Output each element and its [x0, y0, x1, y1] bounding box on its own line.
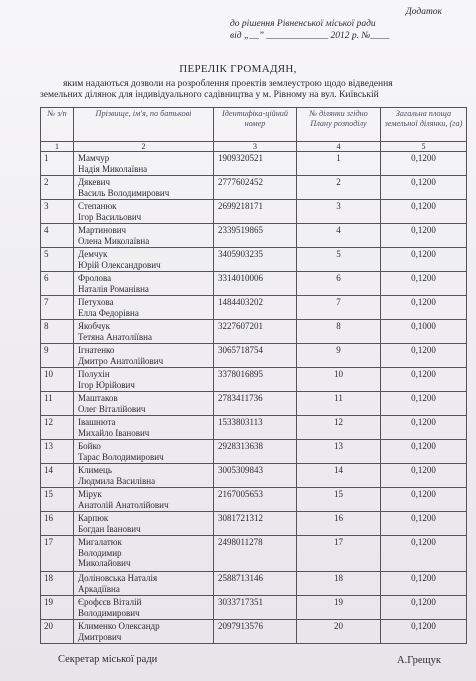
cell-full-name-text: Ігнатенко [78, 345, 115, 355]
cell-full-name [74, 416, 214, 440]
cell-area [381, 416, 467, 440]
subtitle-line-1: яким надаються дозволи на розроблення проектів землеустрою щодо відведення [63, 78, 393, 89]
cell-full-name-text: Елла Федорівна [78, 307, 139, 318]
cell-full-name-text: Полухін [78, 369, 110, 379]
cell-row-number-text: 20 [44, 621, 53, 631]
cell-area [381, 572, 467, 596]
cell-plot-number [297, 152, 381, 176]
cell-row-number [41, 296, 74, 320]
cell-full-name-text: Івашнюта [78, 417, 116, 427]
col-number: 3 [214, 142, 297, 152]
cell-full-name-text: Юрій Олександрович [78, 259, 161, 270]
cell-id-number [214, 176, 297, 200]
table-row [41, 464, 467, 488]
cell-id-number [214, 392, 297, 416]
cell-row-number-text: 2 [44, 177, 49, 187]
cell-row-number [41, 596, 74, 620]
cell-full-name-text: Петухова [78, 297, 114, 307]
cell-id-number-text: 1909320521 [218, 153, 263, 163]
cell-plot-number-text: 17 [334, 537, 343, 547]
cell-area-text: 0,1200 [411, 153, 436, 163]
cell-full-name [74, 464, 214, 488]
cell-full-name-text: Надія Миколаївна [78, 163, 148, 174]
cell-plot-number [297, 320, 381, 344]
cell-area-text: 0,1200 [411, 225, 436, 235]
cell-row-number [41, 464, 74, 488]
cell-plot-number [297, 176, 381, 200]
cell-plot-number-text: 14 [334, 465, 343, 475]
cell-area-text: 0,1200 [411, 345, 436, 355]
annex-header [222, 6, 442, 42]
cell-id-number-text: 2339519865 [218, 225, 263, 235]
cell-id-number-text: 1533803113 [218, 417, 263, 427]
cell-row-number-text: 4 [44, 225, 49, 235]
cell-row-number [41, 152, 74, 176]
cell-row-number [41, 344, 74, 368]
cell-row-number-text: 13 [44, 441, 53, 451]
cell-full-name-text: Клименко Олександр [78, 621, 160, 631]
col-number: 2 [74, 142, 214, 152]
table-row [41, 572, 467, 596]
cell-id-number [214, 596, 297, 620]
cell-row-number-text: 17 [44, 537, 53, 547]
cell-area [381, 536, 467, 572]
cell-full-name-text: Тетяна Анатоліївна [78, 331, 152, 342]
cell-full-name [74, 512, 214, 536]
cell-plot-number-text: 3 [336, 201, 341, 211]
cell-area-text: 0,1200 [411, 393, 436, 403]
cell-area [381, 272, 467, 296]
cell-full-name [74, 176, 214, 200]
cell-row-number-text: 14 [44, 465, 53, 475]
header-plot: № ділянки згідно Плану розподілу [297, 108, 381, 142]
cell-plot-number-text: 8 [336, 321, 341, 331]
cell-row-number-text: 18 [44, 573, 53, 583]
cell-area-text: 0,1200 [411, 417, 436, 427]
cell-full-name-text: Володимирович [78, 607, 140, 618]
cell-full-name-text: Наталія Романівна [78, 283, 149, 294]
table-row [41, 392, 467, 416]
subtitle-line-2: земельних ділянок для індивідуального садівництва у м. Рівному на вул. Київській [40, 89, 379, 100]
cell-plot-number [297, 368, 381, 392]
cell-id-number [214, 488, 297, 512]
cell-area [381, 200, 467, 224]
cell-id-number [214, 344, 297, 368]
cell-full-name-text: Тарас Володимирович [78, 451, 164, 462]
cell-plot-number-text: 13 [334, 441, 343, 451]
table-row [41, 152, 467, 176]
cell-row-number-text: 3 [44, 201, 49, 211]
cell-plot-number [297, 536, 381, 572]
cell-area-text: 0,1200 [411, 573, 436, 583]
cell-id-number [214, 440, 297, 464]
cell-plot-number [297, 620, 381, 644]
table-row [41, 416, 467, 440]
cell-id-number [214, 464, 297, 488]
cell-row-number-text: 1 [44, 153, 49, 163]
cell-full-name [74, 392, 214, 416]
cell-id-number-text: 2167005653 [218, 489, 263, 499]
cell-area-text: 0,1200 [411, 489, 436, 499]
cell-id-number [214, 224, 297, 248]
cell-full-name-text: Маштаков [78, 393, 118, 403]
cell-area-text: 0,1200 [411, 513, 436, 523]
cell-plot-number [297, 224, 381, 248]
cell-area-text: 0,1000 [411, 321, 436, 331]
cell-full-name-text: Степанюк [78, 201, 117, 211]
cell-full-name-text: Аркадіївна [78, 583, 120, 594]
cell-full-name [74, 272, 214, 296]
cell-row-number-text: 12 [44, 417, 53, 427]
cell-full-name-text: Демчук [78, 249, 108, 259]
cell-full-name [74, 440, 214, 464]
cell-area [381, 248, 467, 272]
cell-row-number [41, 176, 74, 200]
cell-full-name [74, 248, 214, 272]
cell-row-number [41, 200, 74, 224]
cell-area-text: 0,1200 [411, 297, 436, 307]
col-number: 5 [381, 142, 467, 152]
cell-full-name-text: Анатолій Анатолійович [78, 499, 169, 510]
cell-plot-number-text: 11 [334, 393, 343, 403]
cell-row-number [41, 440, 74, 464]
cell-plot-number-text: 9 [336, 345, 341, 355]
cell-row-number [41, 224, 74, 248]
secretary-name: А.Грещук [397, 655, 441, 666]
cell-full-name [74, 620, 214, 644]
cell-id-number [214, 620, 297, 644]
cell-plot-number-text: 5 [336, 249, 341, 259]
table-row [41, 344, 467, 368]
cell-full-name-text: Олена Миколаївна [78, 235, 150, 246]
cell-plot-number [297, 464, 381, 488]
document-title: ПЕРЕЛІК ГРОМАДЯН, [179, 63, 297, 75]
cell-full-name-text: Олег Віталійович [78, 403, 146, 414]
cell-id-number [214, 416, 297, 440]
cell-full-name [74, 344, 214, 368]
col-number: 1 [41, 142, 74, 152]
cell-full-name [74, 536, 214, 572]
cell-full-name-text: Ігор Юрійович [78, 379, 135, 390]
cell-id-number [214, 512, 297, 536]
cell-row-number-text: 5 [44, 249, 49, 259]
cell-area-text: 0,1200 [411, 597, 436, 607]
cell-id-number-text: 2699218171 [218, 201, 263, 211]
cell-id-number-text: 2498011278 [218, 537, 263, 547]
cell-id-number [214, 368, 297, 392]
table-row [41, 320, 467, 344]
cell-area [381, 440, 467, 464]
cell-row-number [41, 512, 74, 536]
cell-area-text: 0,1200 [411, 249, 436, 259]
cell-row-number [41, 416, 74, 440]
cell-full-name-text: Бойко [78, 441, 101, 451]
document-subtitle [40, 78, 460, 100]
cell-area [381, 344, 467, 368]
secretary-label: Секретар міської ради [58, 654, 158, 665]
cell-plot-number-text: 18 [334, 573, 343, 583]
cell-id-number-text: 3405903235 [218, 249, 263, 259]
cell-area [381, 152, 467, 176]
table-row [41, 536, 467, 572]
cell-full-name [74, 320, 214, 344]
cell-plot-number [297, 392, 381, 416]
cell-row-number [41, 272, 74, 296]
cell-full-name [74, 152, 214, 176]
cell-plot-number-text: 6 [336, 273, 341, 283]
cell-full-name-text: Ігор Васильович [78, 211, 142, 222]
cell-id-number-text: 3065718754 [218, 345, 263, 355]
cell-full-name-text: Карпюк [78, 513, 109, 523]
cell-full-name-text: Володимир [78, 547, 122, 558]
cell-plot-number [297, 248, 381, 272]
cell-plot-number-text: 7 [336, 297, 341, 307]
cell-area [381, 320, 467, 344]
cell-plot-number [297, 344, 381, 368]
cell-plot-number-text: 2 [336, 177, 341, 187]
cell-plot-number [297, 488, 381, 512]
table-body [41, 152, 467, 644]
cell-full-name-text: Климець [78, 465, 112, 475]
cell-area-text: 0,1200 [411, 441, 436, 451]
cell-row-number-text: 6 [44, 273, 49, 283]
cell-full-name-text: Богдан Іванович [78, 523, 141, 534]
cell-full-name-text: Миколайович [78, 558, 131, 568]
cell-area [381, 620, 467, 644]
column-number-row [41, 142, 467, 152]
cell-full-name-text: Дякевич [78, 177, 111, 187]
cell-area-text: 0,1200 [411, 465, 436, 475]
cell-plot-number-text: 15 [334, 489, 343, 499]
table-row [41, 200, 467, 224]
cell-row-number [41, 620, 74, 644]
cell-plot-number-text: 12 [334, 417, 343, 427]
cell-row-number-text: 10 [44, 369, 53, 379]
cell-plot-number-text: 4 [336, 225, 341, 235]
cell-plot-number [297, 572, 381, 596]
cell-area [381, 368, 467, 392]
cell-area [381, 464, 467, 488]
cell-id-number-text: 2097913576 [218, 621, 263, 631]
cell-row-number-text: 7 [44, 297, 49, 307]
cell-row-number-text: 15 [44, 489, 53, 499]
cell-area [381, 176, 467, 200]
cell-id-number-text: 3081721312 [218, 513, 263, 523]
cell-full-name [74, 200, 214, 224]
cell-id-number [214, 200, 297, 224]
cell-area [381, 596, 467, 620]
cell-full-name-text: Мартинович [78, 225, 127, 235]
cell-area-text: 0,1200 [411, 201, 436, 211]
cell-id-number-text: 3033717351 [218, 597, 263, 607]
cell-plot-number [297, 416, 381, 440]
table-row [41, 368, 467, 392]
table-row [41, 224, 467, 248]
cell-full-name [74, 488, 214, 512]
cell-full-name-text: Мірук [78, 489, 102, 499]
cell-row-number [41, 248, 74, 272]
citizens-table [40, 107, 467, 644]
header-area: Загальна площа земельної ділянки, (га) [381, 108, 467, 142]
cell-plot-number-text: 16 [334, 513, 343, 523]
header-no: № з/п [41, 108, 74, 142]
cell-id-number-text: 3227607201 [218, 321, 263, 331]
table-row [41, 296, 467, 320]
cell-row-number-text: 19 [44, 597, 53, 607]
table-row [41, 440, 467, 464]
cell-id-number-text: 2777602452 [218, 177, 263, 187]
col-number: 4 [297, 142, 381, 152]
cell-plot-number [297, 440, 381, 464]
cell-area-text: 0,1200 [411, 369, 436, 379]
cell-full-name-text: Дмитрович [78, 631, 122, 642]
cell-row-number [41, 392, 74, 416]
table-row [41, 512, 467, 536]
cell-full-name-text: Людмила Василівна [78, 475, 156, 486]
cell-area-text: 0,1200 [411, 537, 436, 547]
cell-plot-number [297, 512, 381, 536]
cell-row-number-text: 9 [44, 345, 49, 355]
cell-row-number [41, 572, 74, 596]
header-name: Прізвище, ім'я, по батькові [74, 108, 214, 142]
cell-full-name [74, 596, 214, 620]
cell-row-number-text: 11 [44, 393, 53, 403]
cell-row-number [41, 536, 74, 572]
cell-area-text: 0,1200 [411, 273, 436, 283]
table-row [41, 488, 467, 512]
cell-area [381, 392, 467, 416]
cell-row-number-text: 16 [44, 513, 53, 523]
cell-full-name [74, 224, 214, 248]
cell-plot-number [297, 272, 381, 296]
cell-id-number [214, 152, 297, 176]
table-header-row [41, 108, 467, 142]
cell-full-name-text: Якобчук [78, 321, 111, 331]
cell-id-number-text: 3378016895 [218, 369, 263, 379]
cell-area [381, 488, 467, 512]
cell-row-number-text: 8 [44, 321, 49, 331]
cell-plot-number [297, 596, 381, 620]
cell-plot-number-text: 10 [334, 369, 343, 379]
table-row [41, 596, 467, 620]
cell-id-number [214, 248, 297, 272]
cell-id-number [214, 296, 297, 320]
cell-id-number [214, 572, 297, 596]
annex-decision-ref: до рішення Рівненської міської ради [230, 19, 376, 29]
annex-date-number: від „__” _____________ 2012 р. №____ [230, 31, 390, 41]
cell-full-name-text: Дмитро Анатолійович [78, 355, 164, 366]
cell-full-name-text: Мигалатюк [78, 537, 122, 547]
cell-plot-number-text: 19 [334, 597, 343, 607]
cell-full-name-text: Єрофєєв Віталій [78, 597, 142, 607]
cell-id-number-text: 1484403202 [218, 297, 263, 307]
cell-full-name-text: Михайло Іванович [78, 427, 150, 438]
cell-area-text: 0,1200 [411, 621, 436, 631]
cell-full-name-text: Фролова [78, 273, 112, 283]
cell-row-number [41, 368, 74, 392]
table-row [41, 620, 467, 644]
header-id: Ідентифіка-ційний номер [214, 108, 297, 142]
cell-plot-number-text: 20 [334, 621, 343, 631]
cell-full-name-text: Доліновська Наталія [78, 573, 158, 583]
cell-id-number [214, 536, 297, 572]
cell-id-number-text: 2588713146 [218, 573, 263, 583]
cell-full-name [74, 368, 214, 392]
table-row [41, 272, 467, 296]
cell-row-number [41, 320, 74, 344]
table-row [41, 248, 467, 272]
cell-id-number-text: 2783411736 [218, 393, 263, 403]
cell-area [381, 224, 467, 248]
table-row [41, 176, 467, 200]
cell-id-number-text: 2928313638 [218, 441, 263, 451]
cell-full-name-text: Василь Володимирович [78, 187, 170, 198]
annex-label: Додаток [405, 7, 442, 17]
cell-full-name [74, 296, 214, 320]
cell-plot-number-text: 1 [336, 153, 341, 163]
cell-area [381, 296, 467, 320]
cell-id-number [214, 272, 297, 296]
cell-full-name [74, 572, 214, 596]
cell-area [381, 512, 467, 536]
cell-row-number [41, 488, 74, 512]
cell-full-name-text: Мамчур [78, 153, 110, 163]
cell-area-text: 0,1200 [411, 177, 436, 187]
cell-plot-number [297, 200, 381, 224]
cell-id-number-text: 3314010006 [218, 273, 263, 283]
cell-id-number [214, 320, 297, 344]
cell-plot-number [297, 296, 381, 320]
cell-id-number-text: 3005309843 [218, 465, 263, 475]
